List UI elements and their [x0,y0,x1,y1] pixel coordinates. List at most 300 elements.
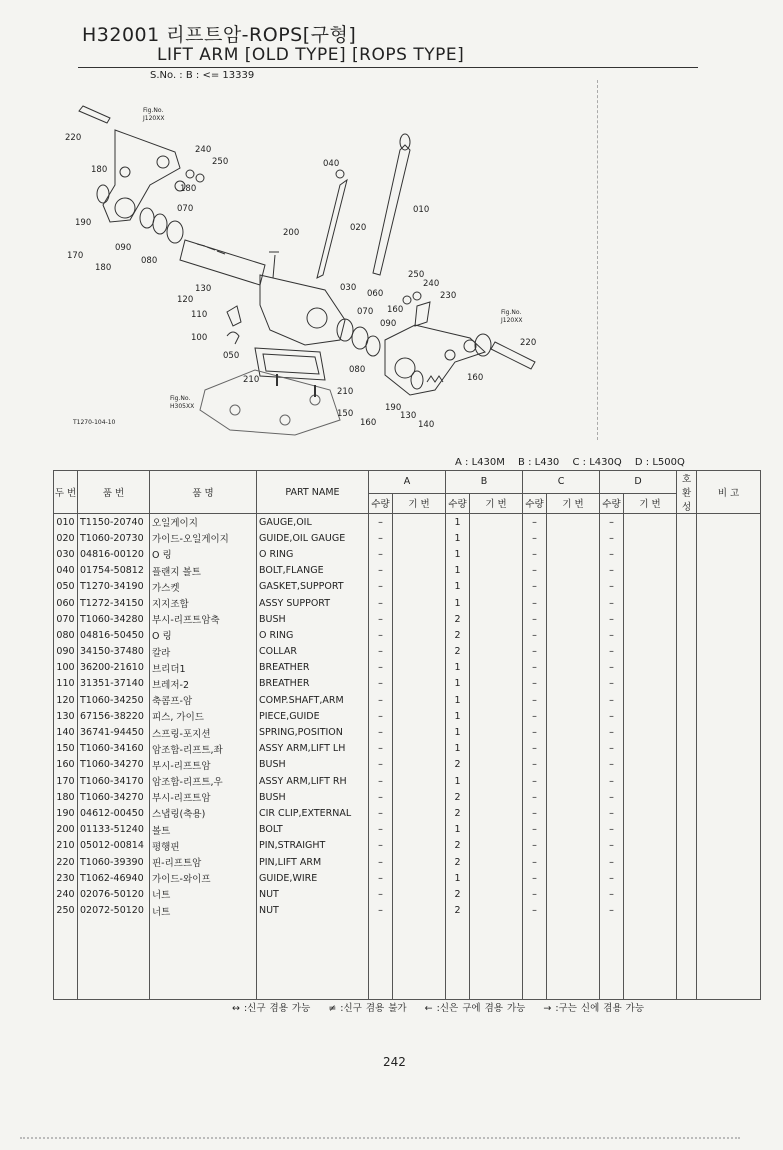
cell-empty [470,708,523,724]
callout-label: 090 [380,319,397,329]
cell-part-name: NUT [257,886,369,902]
callout-label: 050 [223,351,240,361]
cell-d: – [600,757,624,773]
cell-b: 1 [446,530,470,546]
table-filler-row [54,919,761,1000]
callout-label: 090 [115,243,132,253]
cell-part-name: O RING [257,546,369,562]
cell-empty [697,627,761,643]
cell-c: – [523,514,547,531]
legend-item: ← :신은 구에 겸용 가능 [424,1003,526,1014]
cell-name-kr: 축콤프-암 [150,692,257,708]
cell-empty [697,676,761,692]
legend-item: ↔ :신구 겸용 가능 [232,1003,311,1014]
cell-empty [677,886,697,902]
cell-no: 140 [54,724,78,740]
cell-empty [393,886,446,902]
table-row [54,870,761,886]
cell-empty [393,692,446,708]
table-row [54,611,761,627]
cell-part-no: 01754-50812 [78,563,150,579]
callout-label: 220 [520,338,537,348]
cell-name-kr: 브리더1 [150,660,257,676]
cell-b: 2 [446,838,470,854]
table-row [54,546,761,562]
cell-empty [547,644,600,660]
cell-a: – [369,611,393,627]
cell-empty [547,903,600,919]
cell-empty [547,579,600,595]
cell-empty [470,789,523,805]
callout-label: 140 [418,420,435,430]
cell-a: – [369,854,393,870]
cell-name-kr: 암조합-리프트,우 [150,773,257,789]
cell-no: 120 [54,692,78,708]
callout-label: 250 [212,157,229,167]
cell-name-kr: 가스켓 [150,579,257,595]
cell-empty [393,822,446,838]
cell-empty [697,789,761,805]
cell-empty [393,773,446,789]
callout-label: 150 [337,409,354,419]
cell-a: – [369,692,393,708]
cell-no: 220 [54,854,78,870]
cell-a: – [369,676,393,692]
cell-part-name: NUT [257,903,369,919]
cell-empty [393,546,446,562]
cell-d: – [600,530,624,546]
cell-empty [547,611,600,627]
callout-label: 070 [357,307,374,317]
cell-empty [393,530,446,546]
cell-d: – [600,611,624,627]
cell-b: 1 [446,741,470,757]
cell-empty [677,530,697,546]
cell-c: – [523,789,547,805]
callout-label: 040 [323,159,340,169]
header-part-name: PART NAME [257,471,369,514]
cell-a: – [369,563,393,579]
header-group-b: B [446,471,523,494]
cell-empty [470,563,523,579]
cell-part-no: 02076-50120 [78,886,150,902]
cell-empty [470,870,523,886]
cell-c: – [523,644,547,660]
cell-no: 190 [54,805,78,821]
cell-empty [624,546,677,562]
cell-no: 110 [54,676,78,692]
cell-a: – [369,789,393,805]
cell-a: – [369,644,393,660]
cell-part-name: BOLT,FLANGE [257,563,369,579]
cell-part-name: SPRING,POSITION [257,724,369,740]
cell-empty [547,805,600,821]
cell-empty [624,724,677,740]
cell-d: – [600,805,624,821]
cell-empty [393,708,446,724]
cell-empty [624,579,677,595]
cell-empty [470,854,523,870]
cell-empty [697,773,761,789]
cell-empty [547,886,600,902]
cell-c: – [523,724,547,740]
cell-b: 1 [446,546,470,562]
cell-b: 1 [446,822,470,838]
cell-empty [470,611,523,627]
table-row [54,660,761,676]
cell-a: – [369,595,393,611]
cell-d: – [600,789,624,805]
cell-part-name: PIN,STRAIGHT [257,838,369,854]
cell-a: – [369,579,393,595]
cell-empty [677,741,697,757]
cell-b: 1 [446,595,470,611]
callout-label: 180 [91,165,108,175]
cell-no: 100 [54,660,78,676]
cell-name-kr: 스냅링(축용) [150,805,257,821]
cell-no: 230 [54,870,78,886]
page-title-korean: H32001 리프트암-ROPS[구형] [82,24,357,46]
cell-d: – [600,838,624,854]
table-row [54,627,761,643]
model-legend [455,457,695,468]
cell-empty [393,838,446,854]
cell-part-no: T1060-34250 [78,692,150,708]
table-row [54,530,761,546]
cell-a: – [369,546,393,562]
cell-c: – [523,822,547,838]
cell-empty [624,611,677,627]
callout-label: 130 [400,411,417,421]
cell-empty [697,854,761,870]
model-a: A : L430M [455,457,505,468]
cell-a: – [369,822,393,838]
cell-empty [624,530,677,546]
cell-empty [547,838,600,854]
cell-part-no: T1270-34190 [78,579,150,595]
cell-a: – [369,514,393,531]
cell-name-kr: 암조합-리프트,좌 [150,741,257,757]
cell-b: 1 [446,708,470,724]
table-row [54,692,761,708]
cell-part-no: 04612-00450 [78,805,150,821]
cell-empty [697,692,761,708]
callout-label: 060 [367,289,384,299]
cell-no: 020 [54,530,78,546]
cell-part-name: GAUGE,OIL [257,514,369,531]
cell-no: 130 [54,708,78,724]
cell-part-no: 01133-51240 [78,822,150,838]
cell-empty [470,773,523,789]
cell-empty [470,530,523,546]
cell-a: – [369,805,393,821]
cell-empty [697,870,761,886]
cell-empty [697,579,761,595]
page-number: 242 [383,1055,406,1069]
cell-c: – [523,660,547,676]
cell-b: 2 [446,627,470,643]
cell-part-name: PIECE,GUIDE [257,708,369,724]
cell-part-name: BREATHER [257,660,369,676]
cell-empty [470,805,523,821]
cell-c: – [523,773,547,789]
cell-c: – [523,627,547,643]
cell-part-name: GUIDE,OIL GAUGE [257,530,369,546]
table-row [54,563,761,579]
cell-d: – [600,903,624,919]
cell-part-no: 34150-37480 [78,644,150,660]
cell-empty [697,724,761,740]
cell-empty [393,660,446,676]
cell-name-kr: 플랜지 볼트 [150,563,257,579]
cell-empty [697,886,761,902]
cell-empty [547,822,600,838]
cell-part-no: T1272-34150 [78,595,150,611]
callout-label: 230 [440,291,457,301]
cell-name-kr: 가이드-와이프 [150,870,257,886]
cell-empty [470,676,523,692]
cell-empty [393,789,446,805]
cell-b: 1 [446,773,470,789]
fig-ref-label: H305XX [170,403,195,410]
cell-part-name: GUIDE,WIRE [257,870,369,886]
cell-name-kr: 칼라 [150,644,257,660]
cell-empty [677,579,697,595]
table-row [54,757,761,773]
cell-empty [624,757,677,773]
cell-part-no: 04816-50450 [78,627,150,643]
header-note: 비 고 [697,471,761,514]
cell-c: – [523,676,547,692]
cell-empty [677,514,697,531]
cell-empty [624,789,677,805]
cell-c: – [523,530,547,546]
cell-empty [624,644,677,660]
callout-label: 160 [467,373,484,383]
callout-label: 110 [191,310,208,320]
cell-empty [470,546,523,562]
cell-empty [470,627,523,643]
cell-empty [393,724,446,740]
cell-a: – [369,627,393,643]
fig-ref-label: Fig.No. [143,107,164,114]
cell-empty [697,595,761,611]
cell-b: 2 [446,611,470,627]
cell-no: 030 [54,546,78,562]
callout-label: 010 [413,205,430,215]
callout-label: 240 [423,279,440,289]
cell-a: – [369,708,393,724]
table-row [54,644,761,660]
cell-no: 240 [54,886,78,902]
cell-part-name: BUSH [257,789,369,805]
callout-label: 190 [75,218,92,228]
callout-label: 250 [408,270,425,280]
table-row [54,789,761,805]
cell-part-name: BREATHER [257,676,369,692]
header-group-a: A [369,471,446,494]
callout-label: 160 [387,305,404,315]
cell-b: 2 [446,757,470,773]
cell-part-name: ASSY ARM,LIFT RH [257,773,369,789]
table-row [54,724,761,740]
header-remark: 기 번 [393,493,446,513]
cell-empty [677,838,697,854]
cell-name-kr: O 링 [150,627,257,643]
cell-a: – [369,773,393,789]
callout-label: 240 [195,145,212,155]
fig-ref-label: J120XX [501,317,523,324]
cell-part-name: CIR CLIP,EXTERNAL [257,805,369,821]
cell-b: 2 [446,789,470,805]
cell-part-no: T1062-46940 [78,870,150,886]
cell-part-no: T1060-34170 [78,773,150,789]
model-b: B : L430 [518,457,560,468]
cell-part-name: ASSY SUPPORT [257,595,369,611]
cell-name-kr: 평행핀 [150,838,257,854]
cell-empty [697,805,761,821]
cell-empty [697,660,761,676]
cell-empty [697,838,761,854]
cell-name-kr: 너트 [150,886,257,902]
callout-label: 170 [67,251,84,261]
cell-empty [624,854,677,870]
cell-c: – [523,854,547,870]
cell-empty [547,741,600,757]
cell-part-no: T1060-34160 [78,741,150,757]
cell-empty [393,676,446,692]
cell-no: 070 [54,611,78,627]
callout-label: 180 [180,184,197,194]
cell-name-kr: 지지조합 [150,595,257,611]
cell-empty [677,757,697,773]
cell-empty [677,676,697,692]
fig-ref-label: Fig.No. [170,395,191,402]
cell-no: 180 [54,789,78,805]
cell-empty [470,514,523,531]
cell-empty [393,627,446,643]
header-remark: 기 번 [547,493,600,513]
cell-empty [624,627,677,643]
cell-part-name: ASSY ARM,LIFT LH [257,741,369,757]
header-compat: 호 환 성 [677,471,697,514]
cell-empty [697,741,761,757]
cell-no: 050 [54,579,78,595]
cell-a: – [369,741,393,757]
cell-empty [697,822,761,838]
cell-a: – [369,757,393,773]
cell-no: 170 [54,773,78,789]
cell-a: – [369,660,393,676]
cell-c: – [523,903,547,919]
cell-d: – [600,644,624,660]
table-row [54,514,761,531]
cell-empty [697,530,761,546]
cell-a: – [369,886,393,902]
cell-d: – [600,773,624,789]
cell-c: – [523,757,547,773]
table-row [54,595,761,611]
cell-empty [624,660,677,676]
cell-part-no: 67156-38220 [78,708,150,724]
callout-label: 080 [349,365,366,375]
cell-d: – [600,563,624,579]
cell-d: – [600,627,624,643]
cell-empty [624,676,677,692]
cell-b: 1 [446,563,470,579]
header-qty: 수량 [600,493,624,513]
cell-d: – [600,660,624,676]
cell-d: – [600,708,624,724]
cell-empty [470,822,523,838]
cell-d: – [600,741,624,757]
header-qty: 수량 [446,493,470,513]
cell-empty [393,563,446,579]
header-remark: 기 번 [470,493,523,513]
cell-empty [470,644,523,660]
legend-item: → :구는 신에 겸용 가능 [543,1003,644,1014]
exploded-parts-diagram [55,90,600,445]
cell-d: – [600,579,624,595]
cell-part-no: 36741-94450 [78,724,150,740]
cell-d: – [600,822,624,838]
cell-empty [624,838,677,854]
cell-no: 160 [54,757,78,773]
cell-empty [393,870,446,886]
cell-part-no: T1150-20740 [78,514,150,531]
callout-label: 070 [177,204,194,214]
cell-empty [470,757,523,773]
header-remark: 기 번 [624,493,677,513]
header-group-d: D [600,471,677,494]
compatibility-legend [232,1000,658,1014]
cell-c: – [523,595,547,611]
cell-empty [677,822,697,838]
cell-part-no: 05012-00814 [78,838,150,854]
cell-empty [470,741,523,757]
cell-part-no: 36200-21610 [78,660,150,676]
cell-empty [547,546,600,562]
cell-empty [697,644,761,660]
cell-part-name: COLLAR [257,644,369,660]
cell-empty [547,789,600,805]
cell-d: – [600,595,624,611]
cell-d: – [600,854,624,870]
cell-name-kr: 스프링-포지션 [150,724,257,740]
cell-a: – [369,724,393,740]
cell-c: – [523,563,547,579]
cell-c: – [523,611,547,627]
cell-b: 1 [446,579,470,595]
cell-empty [677,660,697,676]
cell-no: 250 [54,903,78,919]
cell-empty [547,530,600,546]
cell-d: – [600,886,624,902]
header-group-c: C [523,471,600,494]
callout-label: 180 [95,263,112,273]
parts-table [53,470,760,995]
cell-empty [547,514,600,531]
cell-empty [393,757,446,773]
cell-empty [547,870,600,886]
cell-a: – [369,903,393,919]
callout-label: 210 [243,375,260,385]
cell-c: – [523,870,547,886]
cell-empty [393,805,446,821]
cell-empty [624,805,677,821]
legend-item: ≠ :신구 겸용 불가 [328,1003,407,1014]
cell-part-no: 02072-50120 [78,903,150,919]
